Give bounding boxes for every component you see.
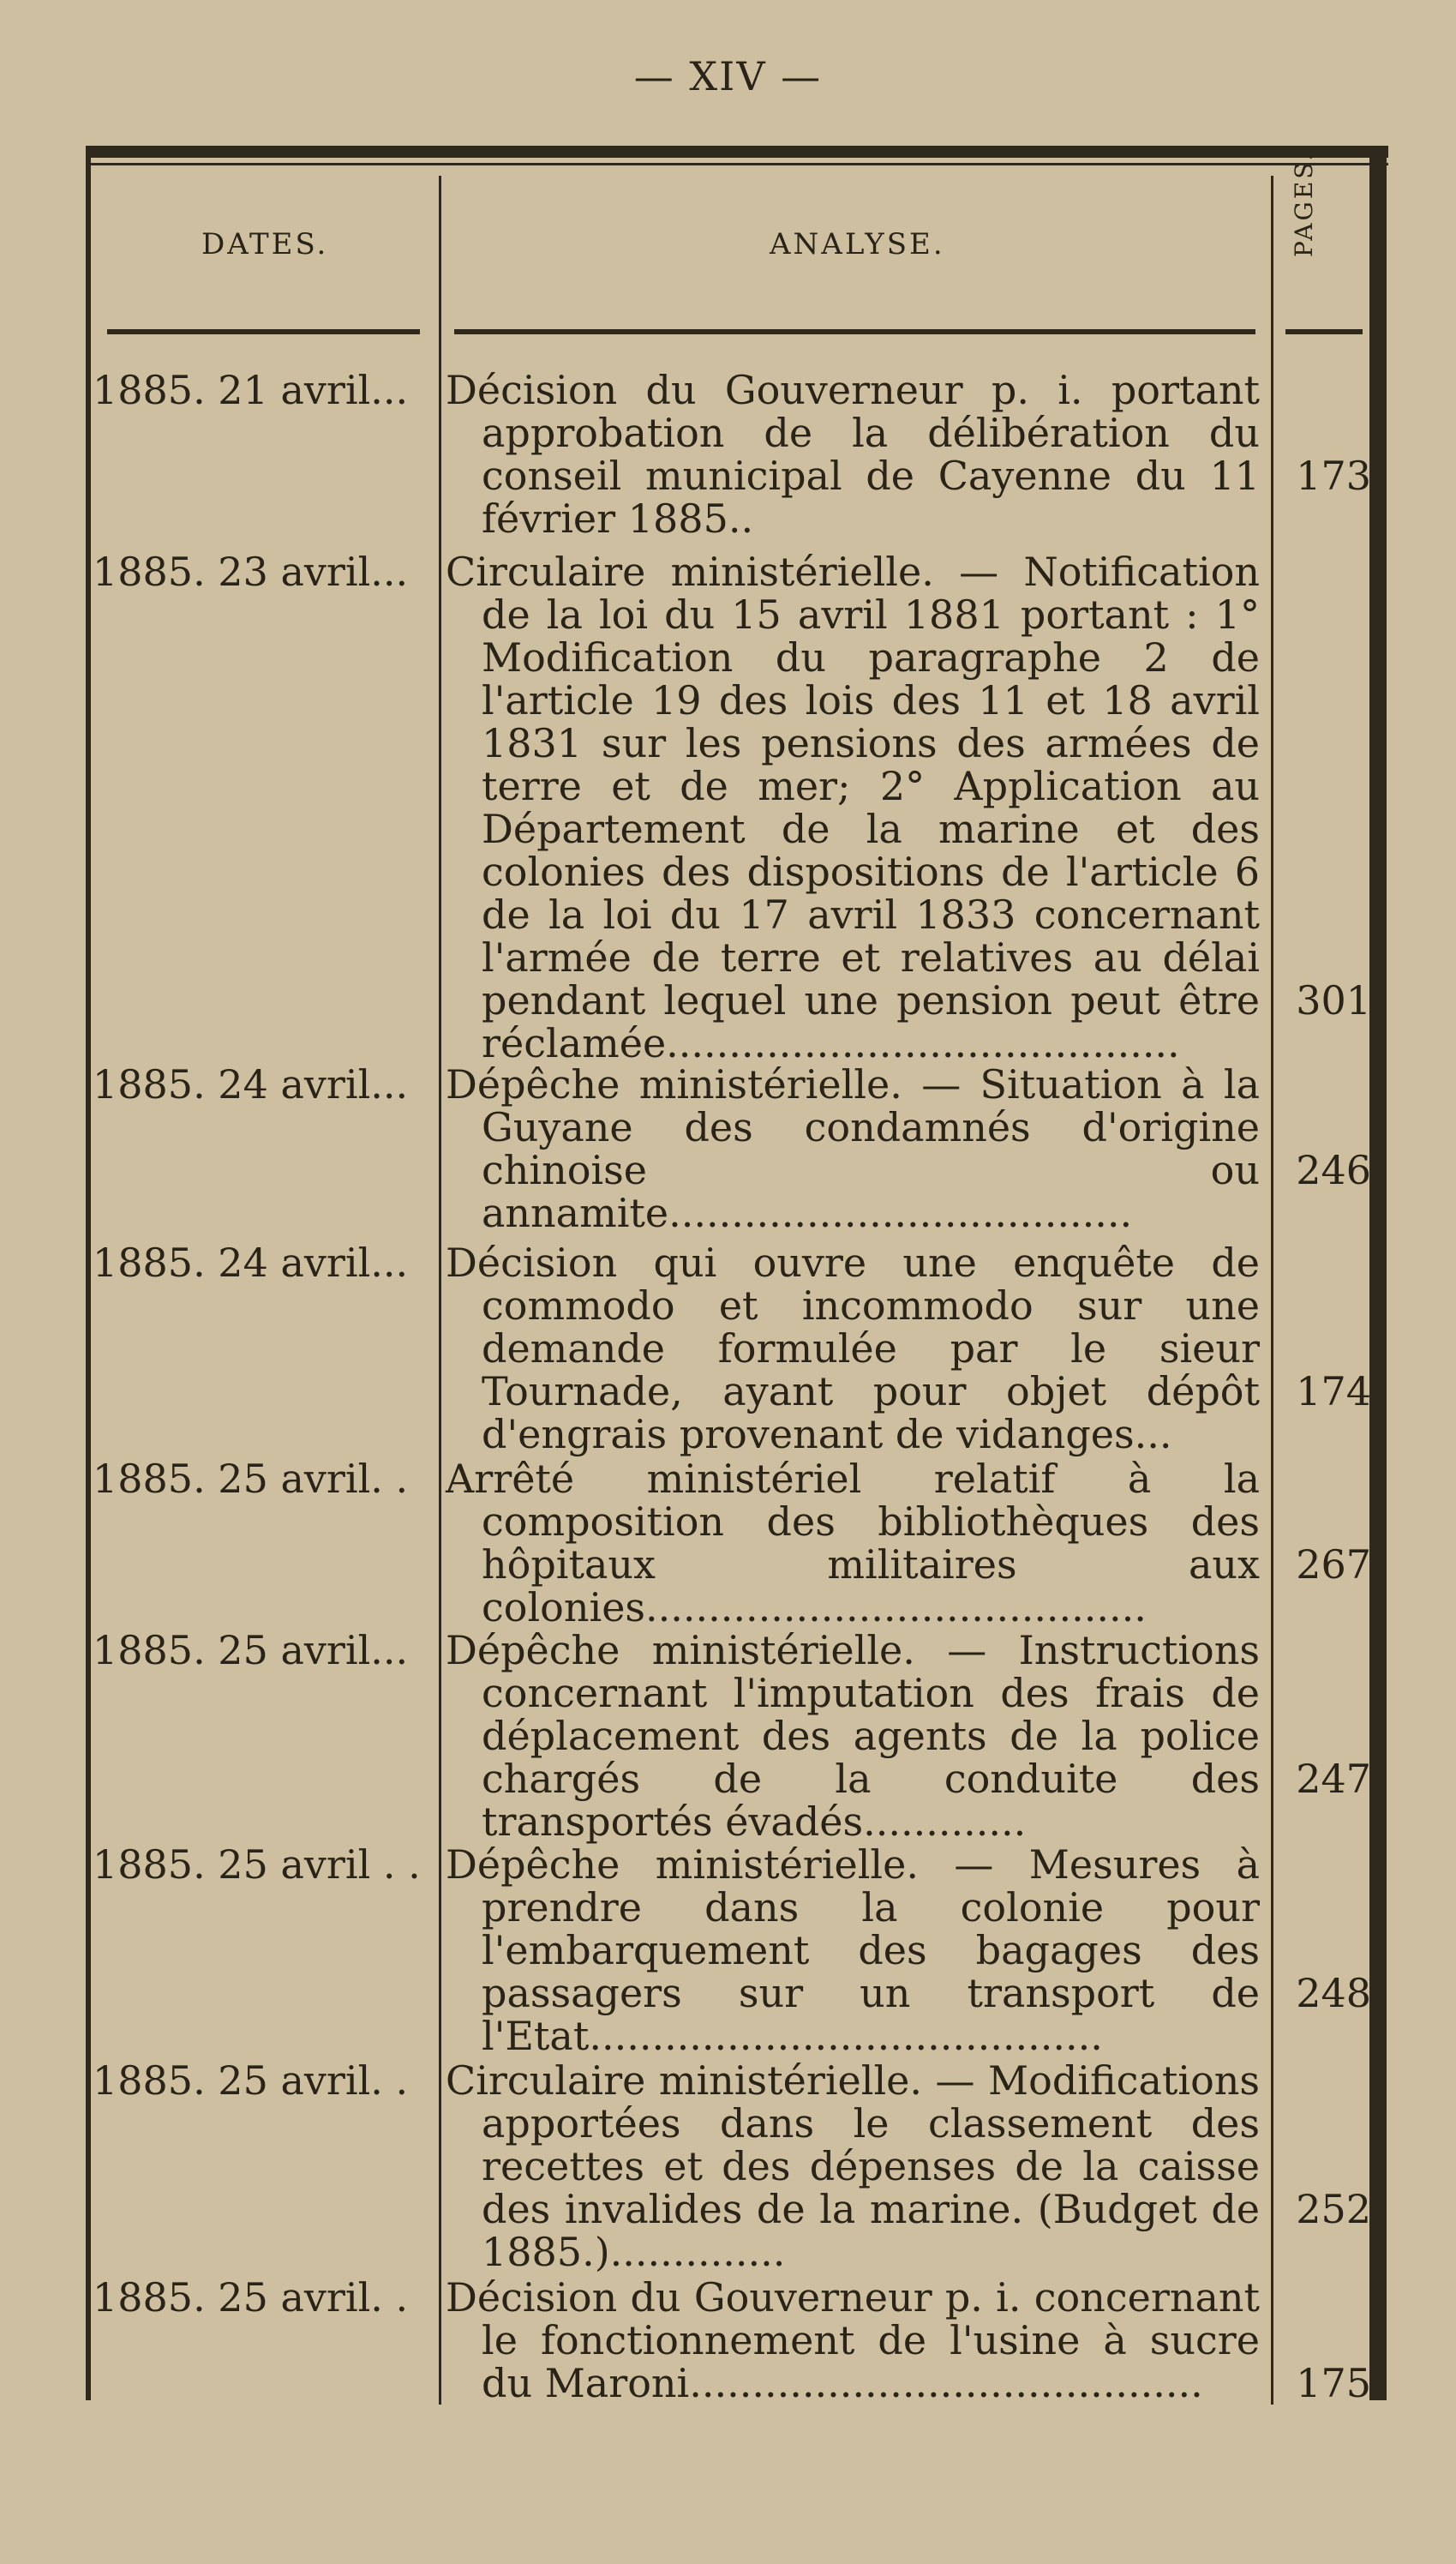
entry-text: Dépêche ministérielle. — Mesures à prendre dans la colonie pour l'embarquement des bagages des passagers sur un transport de l'Etat.........................................: [446, 1841, 1260, 2059]
column-header-pages: PAGES.: [1290, 150, 1318, 257]
entry-text: Dépêche ministérielle. — Instructions concernant l'imputation des frais de déplacement des agents de la police chargés de la conduite des transportés évadés.............: [446, 1627, 1260, 1845]
entry-page: 301: [1296, 977, 1371, 1024]
column-header-analyse: ANALYSE.: [770, 227, 945, 261]
entry-date: 1885. 23 avril...: [93, 549, 409, 595]
entry-page: 247: [1296, 1756, 1371, 1802]
top-rule: [86, 146, 1388, 158]
entry-page: 267: [1296, 1541, 1371, 1588]
entry-date: 1885. 25 avril. .: [93, 2057, 409, 2104]
entry-text: Circulaire ministérielle. — Modifications apportées dans le classement des recettes et des dépenses de la caisse des invalides de la marine. (Budget de 1885.)..............: [446, 2057, 1260, 2275]
page-header: — XIV —: [633, 53, 823, 99]
column-divider-dates: [439, 176, 441, 2405]
header-rule-analyse: [454, 329, 1255, 334]
entry-text: Dépêche ministérielle. — Situation à la Guyane des condamnés d'origine chinoise ou annamite.....................................: [446, 1061, 1260, 1236]
entry-date: 1885. 21 avril...: [93, 367, 409, 413]
column-header-dates: DATES.: [201, 227, 329, 261]
right-frame-bar: [1369, 154, 1387, 2400]
column-divider-pages: [1271, 176, 1273, 2405]
entry-date: 1885. 24 avril...: [93, 1061, 409, 1108]
entry-page: 173: [1296, 453, 1371, 499]
entry-page: 252: [1296, 2186, 1371, 2232]
entry-date: 1885. 25 avril. .: [93, 1456, 409, 1502]
entry-page: 246: [1296, 1147, 1371, 1193]
entry-text: Décision du Gouverneur p. i. portant approbation de la délibération du conseil municipal de Cayenne du 11 février 1885..: [446, 367, 1260, 542]
entry-date: 1885. 24 avril...: [93, 1240, 409, 1286]
entry-date: 1885. 25 avril...: [93, 1627, 409, 1673]
header-rule-pages: [1285, 329, 1363, 334]
entry-date: 1885. 25 avril. .: [93, 2274, 409, 2321]
entry-page: 175: [1296, 2360, 1371, 2406]
top-rule-thin: [86, 163, 1388, 165]
entry-text: Décision qui ouvre une enquête de commodo et incommodo sur une demande formulée par le sieur Tournade, ayant pour objet dépôt d'engrais provenant de vidanges...: [446, 1240, 1260, 1457]
entry-text: Circulaire ministérielle. — Notification de la loi du 15 avril 1881 portant : 1° Modification du paragraphe 2 de l'article 19 des lois des 11 et 18 avril 1831 sur les pensions des armées de terre et de mer; 2° Application au Département de la marine et des colonies des dispositions de l'article 6 de la loi du 17 avril 1833 concernant l'armée de terre et relatives au délai pendant lequel une pension peut être réclamée.........................................: [446, 549, 1260, 1066]
entry-date: 1885. 25 avril . .: [93, 1841, 421, 1888]
entry-page: 248: [1296, 1970, 1371, 2016]
header-rule-dates: [107, 329, 420, 334]
entry-page: 174: [1296, 1368, 1371, 1414]
entry-text: Arrêté ministériel relatif à la composition des bibliothèques des hôpitaux militaires aux colonies........................................: [446, 1456, 1260, 1630]
left-frame-line: [86, 154, 91, 2400]
entry-text: Décision du Gouverneur p. i. concernant le fonctionnement de l'usine à sucre du Maroni.........................................: [446, 2274, 1260, 2406]
